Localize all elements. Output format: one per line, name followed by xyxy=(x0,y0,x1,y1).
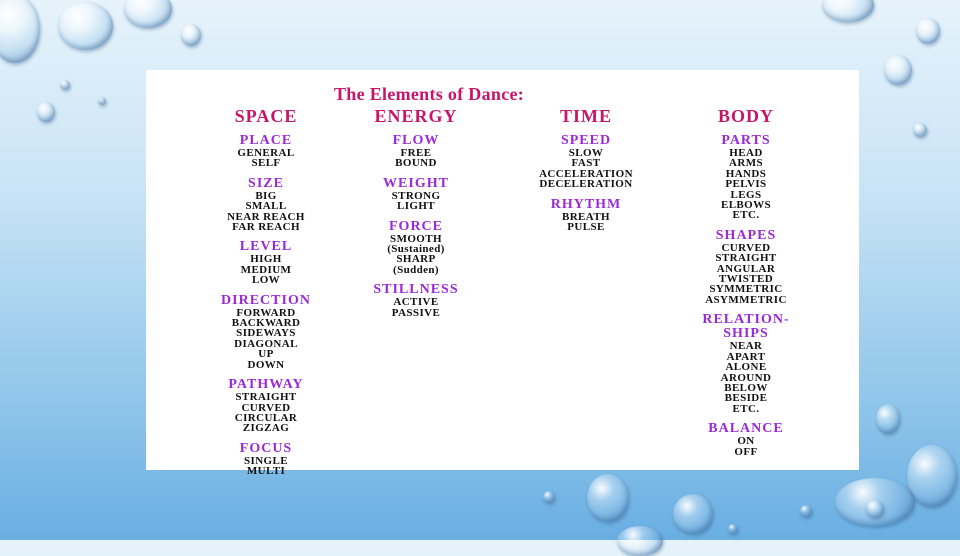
group-item: PASSIVE xyxy=(391,306,441,319)
group-item: ALONE xyxy=(725,361,767,374)
column-header: BODY xyxy=(717,106,774,126)
group-item: (Sustained) xyxy=(387,243,445,256)
group-title: SIZE xyxy=(248,175,284,191)
water-droplet xyxy=(37,102,55,122)
group-item: ETC. xyxy=(732,209,760,222)
water-droplet xyxy=(58,2,113,50)
water-droplet xyxy=(60,80,70,90)
group-item: ACCELERATION xyxy=(539,167,633,180)
group-title: PATHWAY xyxy=(228,377,304,393)
group-item: BREATH xyxy=(561,210,611,223)
group-item: DECELERATION xyxy=(539,178,633,191)
group-item: SMALL xyxy=(245,200,287,213)
group-item: SELF xyxy=(251,157,281,170)
group-item: BESIDE xyxy=(724,392,768,405)
water-droplet xyxy=(822,0,874,22)
element-group xyxy=(196,240,336,285)
group-item: AROUND xyxy=(720,371,772,384)
group-item: STRAIGHT xyxy=(715,252,777,265)
group-item: LOW xyxy=(251,274,281,287)
column-header: TIME xyxy=(559,106,612,126)
water-droplet xyxy=(124,0,172,28)
group-item: ETC. xyxy=(732,402,760,415)
water-droplet xyxy=(587,474,629,522)
group-item: HIGH xyxy=(250,253,282,266)
group-title: FOCUS xyxy=(239,440,293,456)
element-group xyxy=(676,422,816,457)
group-title: STILLNESS xyxy=(373,282,459,298)
water-droplet xyxy=(876,404,900,434)
group-item: FORWARD xyxy=(236,306,296,319)
group-item: BACKWARD xyxy=(231,317,301,330)
group-item: MULTI xyxy=(246,465,286,478)
element-group xyxy=(346,220,486,276)
column-energy xyxy=(346,106,486,318)
group-item: SLOW xyxy=(568,147,604,159)
element-group xyxy=(196,442,336,477)
column-time xyxy=(511,106,661,232)
element-group xyxy=(511,134,661,190)
group-item: FAST xyxy=(571,157,601,170)
column-header: SPACE xyxy=(234,106,298,126)
group-item: ZIGZAG xyxy=(242,422,290,435)
group-item: BIG xyxy=(255,189,277,202)
water-droplet xyxy=(98,97,106,105)
water-droplet xyxy=(617,526,663,556)
column-header: ENERGY xyxy=(374,106,458,126)
group-title: BALANCE xyxy=(708,421,784,437)
group-item: FREE xyxy=(400,147,432,159)
group-item: OFF xyxy=(734,445,758,458)
column-body xyxy=(676,106,816,457)
element-group xyxy=(196,134,336,169)
group-title: SPEED xyxy=(560,133,612,148)
element-group xyxy=(346,134,486,169)
group-item: LEGS xyxy=(730,188,762,201)
water-droplet xyxy=(913,123,927,137)
group-title: DIRECTION xyxy=(221,292,311,308)
group-item: ON xyxy=(737,435,755,448)
group-item: UP xyxy=(258,348,274,361)
group-item: MEDIUM xyxy=(240,263,292,276)
water-droplet xyxy=(884,55,912,85)
group-item: LIGHT xyxy=(396,200,436,213)
group-title: RELATION- SHIPS xyxy=(702,312,790,342)
water-droplet xyxy=(673,494,713,534)
group-item: DIAGONAL xyxy=(234,337,298,350)
group-title: WEIGHT xyxy=(383,175,449,191)
group-title: SHAPES xyxy=(715,227,777,243)
water-droplet xyxy=(543,491,555,503)
element-group xyxy=(676,134,816,221)
group-title: PARTS xyxy=(721,133,771,148)
group-item: GENERAL xyxy=(237,147,295,159)
group-item: NEAR xyxy=(729,340,763,353)
group-item: ARMS xyxy=(729,157,763,170)
chart-title: The Elements of Dance: xyxy=(334,84,525,104)
group-title: LEVEL xyxy=(239,239,293,255)
water-droplet xyxy=(0,0,40,63)
element-group xyxy=(196,177,336,233)
group-item: STRONG xyxy=(391,189,441,202)
group-item: SIDEWAYS xyxy=(236,327,296,340)
group-item: DOWN xyxy=(247,358,285,371)
water-droplet xyxy=(728,524,738,534)
group-item: ASYMMETRIC xyxy=(705,293,787,306)
group-title: FORCE xyxy=(389,218,443,234)
group-item: PELVIS xyxy=(725,178,767,191)
group-title: RHYTHM xyxy=(550,196,622,212)
element-group xyxy=(346,283,486,318)
group-item: BOUND xyxy=(395,157,437,170)
element-group xyxy=(511,198,661,233)
group-item: ANGULAR xyxy=(716,262,776,275)
group-item: (Sudden) xyxy=(393,263,439,276)
group-item: CURVED xyxy=(241,401,291,414)
group-item: HEAD xyxy=(729,147,763,159)
group-item: STRAIGHT xyxy=(235,391,297,404)
element-group xyxy=(196,378,336,434)
group-item: CIRCULAR xyxy=(234,411,298,424)
column-space xyxy=(196,106,336,477)
element-group xyxy=(196,294,336,370)
group-item: SINGLE xyxy=(244,454,288,467)
group-item: PULSE xyxy=(567,221,605,234)
group-item: APART xyxy=(726,350,766,363)
group-title: FLOW xyxy=(392,133,440,148)
group-item: SMOOTH xyxy=(390,232,442,245)
group-item: BELOW xyxy=(724,381,768,394)
water-droplet xyxy=(866,500,884,518)
group-item: ELBOWS xyxy=(720,199,772,212)
elements-of-dance-chart xyxy=(146,70,859,478)
water-droplet xyxy=(916,18,940,44)
group-item: NEAR REACH xyxy=(227,210,305,223)
group-item: HANDS xyxy=(725,167,767,180)
group-item: SYMMETRIC xyxy=(709,283,783,296)
group-item: SHARP xyxy=(396,253,436,266)
group-title: PLACE xyxy=(239,133,293,148)
element-group xyxy=(346,177,486,212)
water-droplet xyxy=(800,505,812,517)
element-group xyxy=(676,229,816,305)
group-item: ACTIVE xyxy=(393,296,439,309)
group-item: CURVED xyxy=(721,241,771,254)
water-droplet xyxy=(181,24,201,46)
group-item: FAR REACH xyxy=(232,221,300,234)
element-group xyxy=(676,313,816,414)
group-item: TWISTED xyxy=(718,273,774,286)
